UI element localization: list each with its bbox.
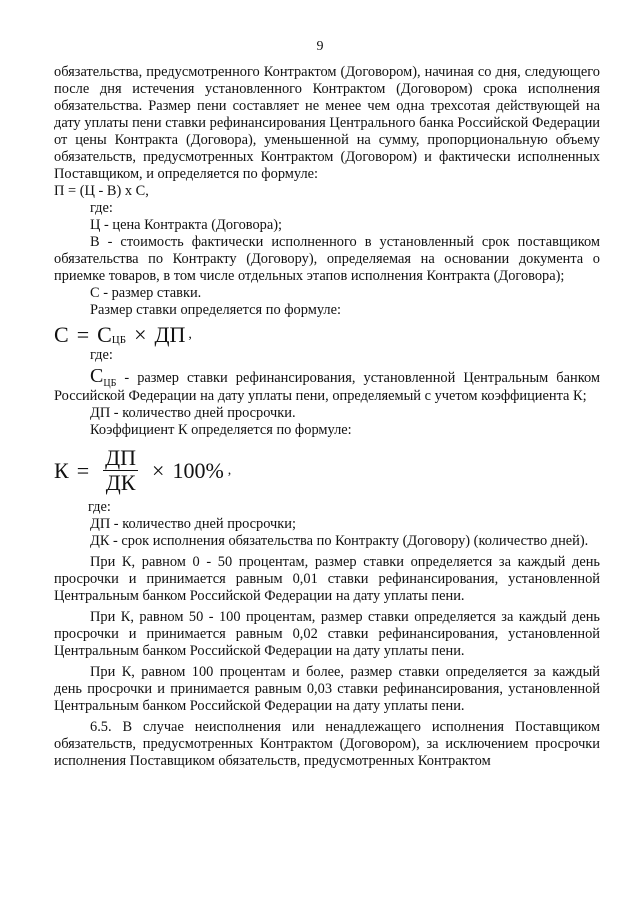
definition-refinancing-rate-text: - размер ставки рефинансирования, установленной Центральным банком Российской Федерации на дату уплаты пени, определяемый с учетом коэффициента К; bbox=[54, 370, 600, 404]
formula-k-equals: = bbox=[76, 458, 90, 483]
csb-symbol-subscript: ЦБ bbox=[103, 378, 117, 389]
formula-k-denominator: ДК bbox=[105, 470, 136, 495]
formula-rate-dp: ДП bbox=[154, 322, 186, 347]
formula-k-fraction bbox=[103, 446, 138, 495]
formula-rate-times: × bbox=[134, 322, 147, 347]
definition-contract-price: Ц - цена Контракта (Договора); bbox=[90, 217, 283, 233]
paragraph-k-50-100: При К, равном 50 - 100 процентам, размер ставки определяется за каждый день просрочки и принимается равным 0,02 ставки рефинансирования, установленной Центральным банком Российской Федерации на дату уплаты пени. bbox=[54, 609, 600, 659]
formula-k-percent: 100% bbox=[172, 458, 224, 483]
csb-symbol bbox=[90, 365, 116, 387]
paragraph-k-0-50: При К, равном 0 - 50 процентам, размер ставки определяется за каждый день просрочки и принимается равным 0,01 ставки рефинансирования, установленной Центральным банком Российской Федерации на дату уплаты пени. bbox=[54, 554, 600, 604]
where-label-1: где: bbox=[90, 200, 113, 216]
formula-rate-c-subscript: ЦБ bbox=[111, 334, 127, 346]
document-body bbox=[54, 64, 600, 770]
page-number: 9 bbox=[316, 39, 324, 54]
formula-penalty: П = (Ц - В) х С, bbox=[54, 183, 149, 199]
formula-rate-lhs: С bbox=[54, 322, 69, 347]
formula-coefficient bbox=[54, 446, 600, 495]
definition-fulfilled-cost: В - стоимость фактически исполненного в установленный срок поставщиком обязательства по Контракту (Договору), определяемая на основании документа о приемке товаров, в том числе отдельных этапов исполнения Контракта (Договора); bbox=[54, 234, 600, 284]
k-formula-intro: Коэффициент К определяется по формуле: bbox=[90, 422, 352, 438]
csb-symbol-c: С bbox=[90, 365, 104, 387]
where-label-3: где: bbox=[88, 499, 111, 515]
paragraph-k-100-plus: При К, равном 100 процентам и более, размер ставки определяется за каждый день просрочки и принимается равным 0,03 ставки рефинансирования, установленной Центральным банком Российской Федерации на дату уплаты пени. bbox=[54, 664, 600, 714]
definition-days-overdue-1: ДП - количество дней просрочки. bbox=[90, 405, 296, 421]
definition-refinancing-rate bbox=[54, 365, 600, 405]
formula-rate bbox=[54, 322, 600, 347]
formula-k-lhs: К bbox=[54, 458, 69, 483]
formula-rate-equals: = bbox=[76, 322, 90, 347]
definition-days-overdue-2: ДП - количество дней просрочки; bbox=[90, 516, 296, 532]
formula-k-times: × bbox=[152, 458, 165, 483]
paragraph-6-5: 6.5. В случае неисполнения или ненадлежащего исполнения Поставщиком обязательств, предусмотренных Контрактом (Договором), за исключением просрочки исполнения Поставщиком обязательств, предусмотренных Контрактом bbox=[54, 719, 600, 769]
formula-rate-comma: , bbox=[188, 327, 192, 342]
formula-k-comma: , bbox=[227, 463, 232, 478]
formula-rate-c: С bbox=[97, 322, 112, 347]
formula-k-numerator: ДП bbox=[105, 445, 137, 470]
paragraph-penalty-intro: обязательства, предусмотренного Контрактом (Договором), начиная со дня, следующего после дня истечения установленного Контрактом (Договором) срока исполнения обязательства. Размер пени составляет не менее чем одна трехсотая действующей на дату уплаты пени ставки рефинансирования Центрального банка Российской Федерации от цены Контракта (Договора), уменьшенной на сумму, пропорциональную объему обязательств, предусмотренных Контрактом (Договором) и фактически исполненных Поставщиком, и определяется по формуле: bbox=[54, 64, 600, 182]
rate-formula-intro: Размер ставки определяется по формуле: bbox=[90, 302, 341, 318]
definition-contract-term: ДК - срок исполнения обязательства по Контракту (Договору) (количество дней). bbox=[90, 533, 589, 549]
where-label-2: где: bbox=[90, 347, 113, 363]
definition-rate: С - размер ставки. bbox=[90, 285, 202, 301]
